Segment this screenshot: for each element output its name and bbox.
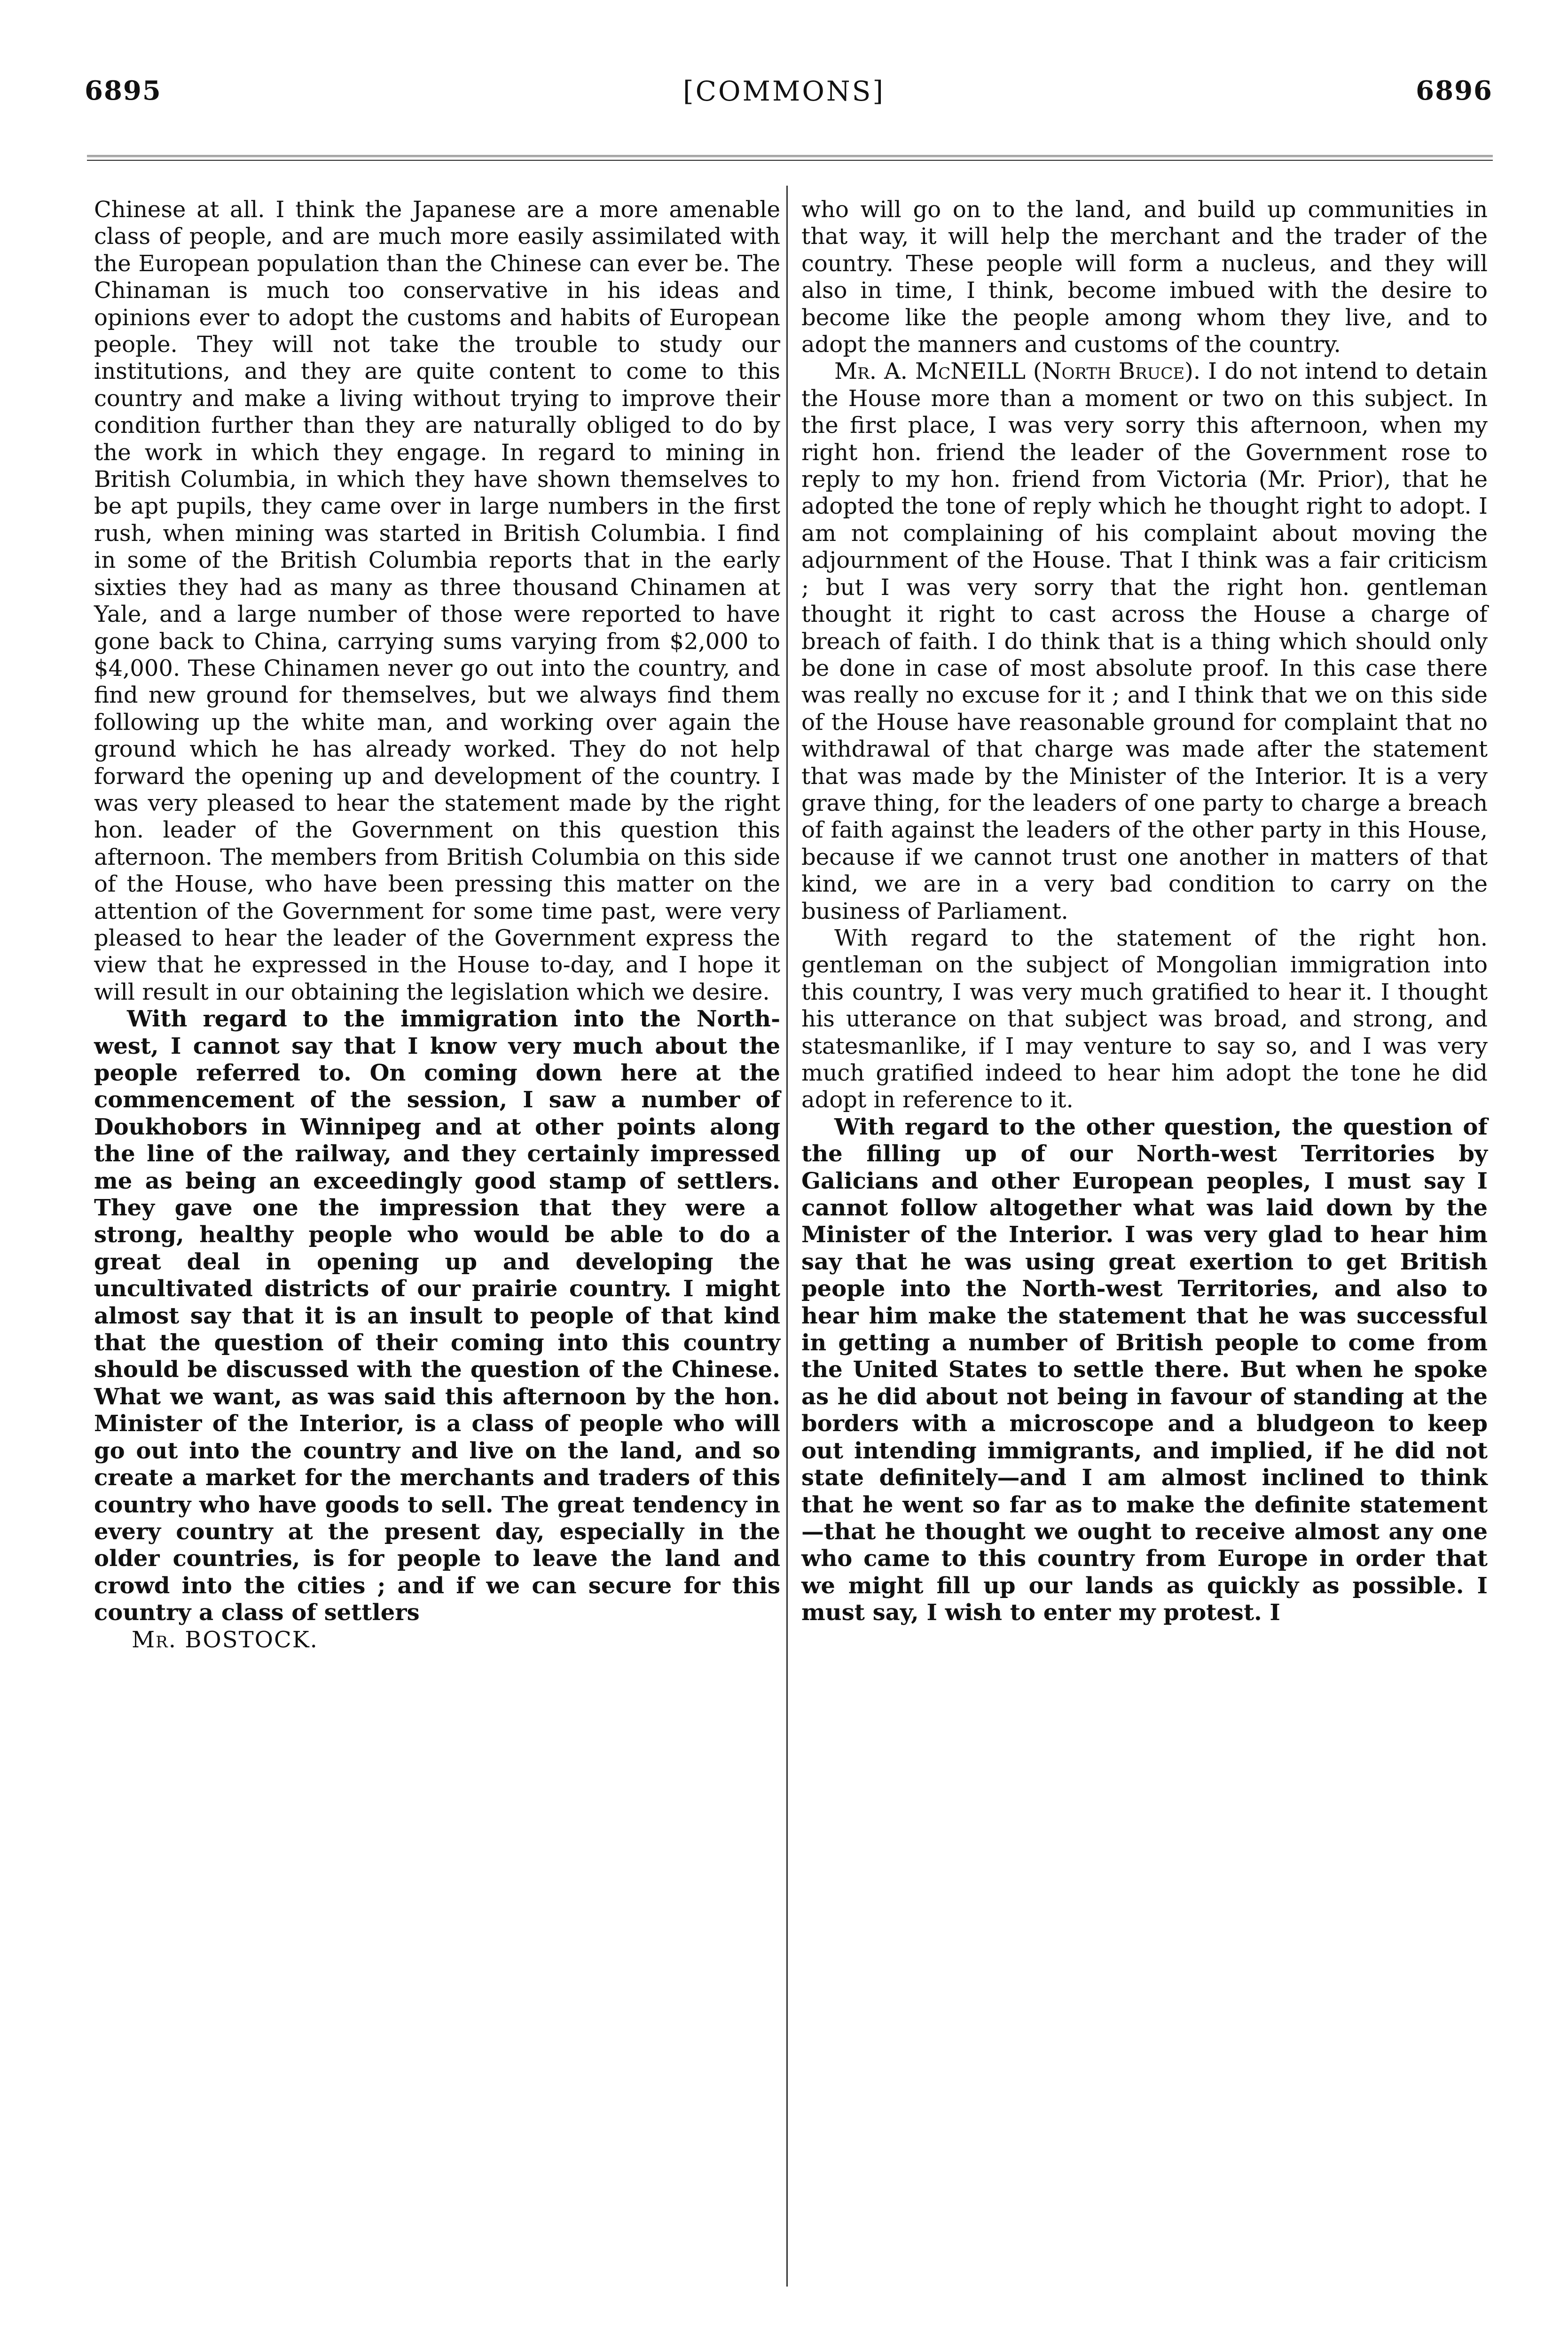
right-paragraph-2: I do not intend to detain the House more than a moment or two on this subject. In the first place, I was very sorry this afternoon, when my right hon. friend the leader of the Government rose to reply to my hon. friend from Victoria (Mr. Prior), that he adopted the tone of reply which he thought right to adopt. I am not complaining of his complaint about moving the adjournment of the House. That I think was a fair criticism ; but I was very sorry that the right hon. gentleman thought it right to cast across the House a charge of breach of faith. I do think that is a thing which should only be done in case of most absolute proof. In this case there was really no excuse for it ; and I think that we on this side of the House have reasonable ground for complaint that no withdrawal of that charge was made after the statement that was made by the Minister of the Interior. It is a very grave thing, for the leaders of one party to charge a breach of faith against the leaders of the other party in this House, because if we cannot trust one another in matters of that kind, we are in a very bad condition to carry on the business of Parliament. bbox=[801, 358, 1488, 924]
page-title: [COMMONS] bbox=[683, 75, 885, 107]
left-paragraph-1: Chinese at all. I think the Japanese are a more amenable class of people, and are much more easily assimilated with the European population than the Chinese can ever be. The Chinaman is much too conservative in his ideas and opinions ever to adopt the customs and habits of European people. They will not take the trouble to study our institutions, and they are quite content to come to this country and make a living without trying to improve their condition further than they are naturally obliged to do by the work in which they engage. In regard to mining in British Columbia, in which they have shown themselves to be apt pupils, they came over in large numbers in the first rush, when mining was started in British Columbia. I find in some of the British Columbia reports that in the early sixties they had as many as three thousand Chinamen at Yale, and a large number of those were reported to have gone back to China, carrying sums varying from $2,000 to $4,000. These Chinamen never go out into the country, and find new ground for themselves, but we always find them following up the white man, and working over again the ground which he has already worked. They do not help forward the opening up and development of the country. I was very pleased to hear the statement made by the right hon. leader of the Government on this question this afternoon. The members from British Columbia on this side of the House, who have been pressing this matter on the attention of the Government for some time past, were very pleased to hear the leader of the Government express the view that he expressed in the House to-day, and I hope it will result in our obtaining the legislation which we desire. bbox=[94, 196, 780, 1005]
left-column bbox=[94, 196, 780, 1653]
left-paragraph-2: With regard to the immigration into the North-west, I cannot say that I know very much about the people referred to. On coming down here at the commencement of the session, I saw a number of Doukhobors in Winnipeg and at other points along the line of the railway, and they certainly impressed me as being an exceedingly good stamp of settlers. They gave one the impression that they were a strong, healthy people who would be able to do a great deal in opening up and developing the uncultivated districts of our prairie country. I might almost say that it is an insult to people of that kind that the question of their coming into this country should be discussed with the question of the Chinese. What we want, as was said this afternoon by the hon. Minister of the Interior, is a class of people who will go out into the country and live on the land, and so create a market for the merchants and traders of this country who have goods to sell. The great tendency in every country at the present day, especially in the older countries, is for people to leave the land and crowd into the cities ; and if we can secure for this country a class of settlers bbox=[94, 1006, 780, 1626]
page-number-left: 6895 bbox=[85, 75, 162, 106]
speaker-tag: Mr. BOSTOCK. bbox=[132, 1626, 318, 1653]
page-header bbox=[0, 0, 1568, 160]
column-divider bbox=[786, 186, 788, 2287]
header-rule bbox=[87, 155, 1493, 161]
speaker-name: Mr. A. McNEILL (North Bruce). bbox=[834, 358, 1201, 385]
right-paragraph-3: With regard to the statement of the right hon. gentleman on the subject of Mongolian immigration into this country, I was very much gratified to hear it. I thought his utterance on that subject was broad, and strong, and statesmanlike, if I may venture to say so, and I was very much gratified indeed to hear him adopt the tone he did adopt in reference to it. bbox=[801, 924, 1488, 1113]
right-paragraph-4: With regard to the other question, the question of the filling up of our North-west Territories by Galicians and other European peoples, I must say I cannot follow altogether what was laid down by the Minister of the Interior. I was very glad to hear him say that he was using great exertion to get British people into the North-west Territories, and also to hear him make the statement that he was successful in getting a number of British people to come from the United States to settle there. But when he spoke as he did about not being in favour of standing at the borders with a microscope and a bludgeon to keep out intending immigrants, and implied, if he did not state definitely—and I am almost inclined to think that he went so far as to make the definite statement—that he thought we ought to receive almost any one who came to this country from Europe in order that we might fill up our lands as quickly as possible. I must say, I wish to enter my protest. I bbox=[801, 1113, 1488, 1626]
right-speaker-paragraph bbox=[801, 358, 1488, 925]
right-paragraph-1: who will go on to the land, and build up communities in that way, it will help the merchant and the trader of the country. These people will form a nucleus, and they will also in time, I think, become imbued with the desire to become like the people among whom they live, and to adopt the manners and customs of the country. bbox=[801, 196, 1488, 358]
page-number-right: 6896 bbox=[1416, 75, 1493, 106]
right-column bbox=[801, 196, 1488, 1627]
